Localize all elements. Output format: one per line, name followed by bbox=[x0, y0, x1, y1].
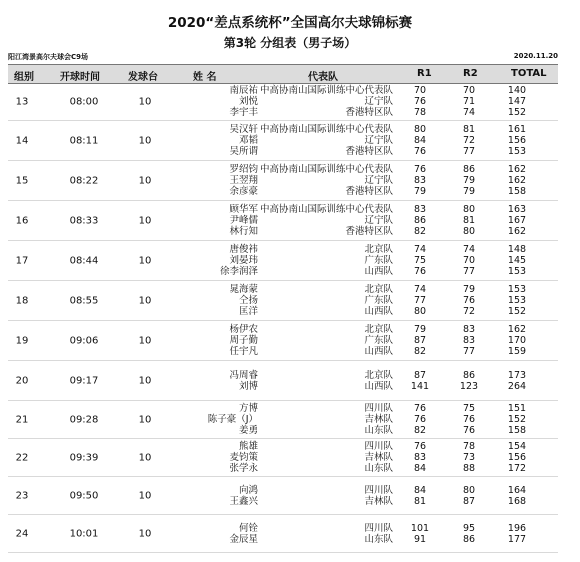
player-r1: 82 bbox=[413, 226, 427, 237]
tee-time: 08:22 bbox=[69, 175, 99, 186]
player-r2: 95 bbox=[462, 523, 476, 534]
player-r1: 87 bbox=[413, 370, 427, 381]
player-row bbox=[8, 414, 558, 425]
player-r2: 83 bbox=[462, 324, 476, 335]
player-r2: 71 bbox=[462, 96, 476, 107]
player-r2: 86 bbox=[462, 534, 476, 545]
tee-number: 10 bbox=[138, 295, 152, 306]
player-r1: 83 bbox=[413, 204, 427, 215]
player-r1: 80 bbox=[413, 124, 427, 135]
player-row bbox=[8, 244, 558, 255]
group-number: 14 bbox=[15, 135, 29, 146]
player-r1: 84 bbox=[413, 463, 427, 474]
group-block bbox=[8, 201, 558, 241]
venue-label: 阳江湾景高尔夫球会C9场 bbox=[8, 53, 89, 61]
player-row bbox=[8, 175, 558, 186]
player-r1: 84 bbox=[413, 485, 427, 496]
group-number: 22 bbox=[15, 452, 29, 463]
header-tee-time: 开球时间 bbox=[60, 72, 100, 83]
player-r1: 70 bbox=[413, 85, 427, 96]
group-block bbox=[8, 515, 558, 553]
tee-number: 10 bbox=[138, 375, 152, 386]
player-row bbox=[8, 441, 558, 452]
player-r1: 79 bbox=[413, 324, 427, 335]
player-team: 中高协南山国际训练中心代表队 bbox=[259, 124, 393, 135]
player-r2: 76 bbox=[462, 414, 476, 425]
player-r2: 72 bbox=[462, 135, 476, 146]
player-r1: 82 bbox=[413, 425, 427, 436]
group-number: 23 bbox=[15, 490, 29, 501]
player-total: 168 bbox=[507, 496, 527, 507]
player-r1: 76 bbox=[413, 164, 427, 175]
player-r1: 75 bbox=[413, 255, 427, 266]
player-name: 邓韬 bbox=[238, 135, 258, 146]
player-r2: 77 bbox=[462, 346, 476, 357]
player-name: 金辰星 bbox=[229, 534, 258, 545]
player-total: 151 bbox=[507, 403, 527, 414]
player-name: 唐俊祎 bbox=[229, 244, 258, 255]
player-row bbox=[8, 381, 558, 392]
tee-number: 10 bbox=[138, 135, 152, 146]
player-team: 香港特区队 bbox=[345, 107, 393, 118]
player-total: 167 bbox=[507, 215, 527, 226]
player-list bbox=[8, 85, 558, 118]
player-r1: 91 bbox=[413, 534, 427, 545]
player-team: 山西队 bbox=[364, 381, 393, 392]
player-total: 152 bbox=[507, 414, 527, 425]
player-name: 方博 bbox=[238, 403, 258, 414]
player-team: 辽宁队 bbox=[364, 175, 393, 186]
player-row bbox=[8, 284, 558, 295]
player-name: 王鑫兴 bbox=[229, 496, 258, 507]
player-team: 北京队 bbox=[364, 284, 393, 295]
tee-number: 10 bbox=[138, 175, 152, 186]
player-name: 陈子豪（J） bbox=[207, 414, 258, 425]
tee-time: 09:06 bbox=[69, 335, 99, 346]
player-name: 仝扬 bbox=[238, 295, 258, 306]
player-list bbox=[8, 284, 558, 317]
player-r1: 87 bbox=[413, 335, 427, 346]
player-total: 162 bbox=[507, 226, 527, 237]
tee-number: 10 bbox=[138, 452, 152, 463]
player-r2: 70 bbox=[462, 85, 476, 96]
tee-time: 08:55 bbox=[69, 295, 99, 306]
player-r1: 74 bbox=[413, 284, 427, 295]
player-team: 中高协南山国际训练中心代表队 bbox=[259, 204, 393, 215]
player-name: 向鸿 bbox=[238, 485, 258, 496]
player-r2: 78 bbox=[462, 441, 476, 452]
player-team: 辽宁队 bbox=[364, 215, 393, 226]
header-total: TOTAL bbox=[511, 68, 547, 79]
player-list bbox=[8, 403, 558, 436]
player-total: 172 bbox=[507, 463, 527, 474]
player-team: 山西队 bbox=[364, 346, 393, 357]
player-total: 153 bbox=[507, 266, 527, 277]
player-r2: 86 bbox=[462, 370, 476, 381]
player-total: 145 bbox=[507, 255, 527, 266]
player-row bbox=[8, 306, 558, 317]
player-list bbox=[8, 164, 558, 197]
player-total: 148 bbox=[507, 244, 527, 255]
player-total: 158 bbox=[507, 186, 527, 197]
player-team: 四川队 bbox=[364, 485, 393, 496]
player-team: 中高协南山国际训练中心代表队 bbox=[259, 164, 393, 175]
player-r2: 87 bbox=[462, 496, 476, 507]
player-name: 张学永 bbox=[229, 463, 258, 474]
player-team: 四川队 bbox=[364, 403, 393, 414]
tee-time: 09:39 bbox=[69, 452, 99, 463]
player-r1: 86 bbox=[413, 215, 427, 226]
player-r2: 76 bbox=[462, 295, 476, 306]
tee-time: 08:33 bbox=[69, 215, 99, 226]
player-r2: 88 bbox=[462, 463, 476, 474]
player-list bbox=[8, 441, 558, 474]
player-name: 李宇丰 bbox=[229, 107, 258, 118]
player-r1: 101 bbox=[410, 523, 430, 534]
player-total: 162 bbox=[507, 164, 527, 175]
player-r2: 70 bbox=[462, 255, 476, 266]
player-team: 吉林队 bbox=[364, 496, 393, 507]
group-number: 21 bbox=[15, 414, 29, 425]
player-r2: 79 bbox=[462, 175, 476, 186]
player-row bbox=[8, 124, 558, 135]
tee-time: 10:01 bbox=[69, 528, 99, 539]
player-team: 北京队 bbox=[364, 370, 393, 381]
player-r1: 141 bbox=[410, 381, 430, 392]
player-row bbox=[8, 215, 558, 226]
player-r2: 74 bbox=[462, 244, 476, 255]
group-block bbox=[8, 361, 558, 401]
player-team: 山西队 bbox=[364, 306, 393, 317]
player-total: 153 bbox=[507, 295, 527, 306]
player-r2: 83 bbox=[462, 335, 476, 346]
player-r1: 81 bbox=[413, 496, 427, 507]
player-team: 吉林队 bbox=[364, 452, 393, 463]
player-name: 徐李润泽 bbox=[219, 266, 258, 277]
tee-number: 10 bbox=[138, 335, 152, 346]
player-row bbox=[8, 107, 558, 118]
player-row bbox=[8, 295, 558, 306]
player-name: 尹峰儒 bbox=[229, 215, 258, 226]
player-total: 159 bbox=[507, 346, 527, 357]
player-name: 罗绍钧 bbox=[229, 164, 258, 175]
group-block bbox=[8, 477, 558, 515]
player-r1: 74 bbox=[413, 244, 427, 255]
player-total: 154 bbox=[507, 441, 527, 452]
player-total: 153 bbox=[507, 146, 527, 157]
player-total: 173 bbox=[507, 370, 527, 381]
player-team: 广东队 bbox=[364, 255, 393, 266]
player-team: 香港特区队 bbox=[345, 226, 393, 237]
player-r2: 86 bbox=[462, 164, 476, 175]
player-r1: 83 bbox=[413, 175, 427, 186]
group-number: 16 bbox=[15, 215, 29, 226]
tee-number: 10 bbox=[138, 528, 152, 539]
group-number: 18 bbox=[15, 295, 29, 306]
player-row bbox=[8, 135, 558, 146]
player-row bbox=[8, 403, 558, 414]
player-total: 152 bbox=[507, 107, 527, 118]
player-name: 姜勇 bbox=[238, 425, 258, 436]
player-r2: 81 bbox=[462, 124, 476, 135]
player-list bbox=[8, 124, 558, 157]
player-r1: 76 bbox=[413, 414, 427, 425]
player-r2: 80 bbox=[462, 226, 476, 237]
player-team: 广东队 bbox=[364, 295, 393, 306]
player-r2: 74 bbox=[462, 107, 476, 118]
player-total: 158 bbox=[507, 425, 527, 436]
player-team: 吉林队 bbox=[364, 414, 393, 425]
player-row bbox=[8, 463, 558, 474]
group-block bbox=[8, 161, 558, 201]
player-team: 香港特区队 bbox=[345, 186, 393, 197]
table-header bbox=[8, 64, 558, 84]
player-r2: 81 bbox=[462, 215, 476, 226]
tee-number: 10 bbox=[138, 96, 152, 107]
player-row bbox=[8, 425, 558, 436]
header-r2: R2 bbox=[463, 68, 478, 79]
player-team: 山东队 bbox=[364, 425, 393, 436]
player-r1: 84 bbox=[413, 135, 427, 146]
player-name: 林行知 bbox=[229, 226, 258, 237]
player-name: 吴所谓 bbox=[229, 146, 258, 157]
player-list bbox=[8, 370, 558, 392]
group-number: 19 bbox=[15, 335, 29, 346]
player-name: 顾华军 bbox=[229, 204, 258, 215]
player-row bbox=[8, 266, 558, 277]
player-name: 王翌翔 bbox=[229, 175, 258, 186]
player-r2: 79 bbox=[462, 284, 476, 295]
player-r2: 72 bbox=[462, 306, 476, 317]
player-r1: 76 bbox=[413, 403, 427, 414]
tee-time: 09:17 bbox=[69, 375, 99, 386]
player-list bbox=[8, 204, 558, 237]
group-block bbox=[8, 241, 558, 281]
player-row bbox=[8, 204, 558, 215]
player-r1: 78 bbox=[413, 107, 427, 118]
player-team: 山东队 bbox=[364, 534, 393, 545]
group-number: 20 bbox=[15, 375, 29, 386]
player-r2: 76 bbox=[462, 425, 476, 436]
player-total: 140 bbox=[507, 85, 527, 96]
player-row bbox=[8, 164, 558, 175]
player-total: 152 bbox=[507, 306, 527, 317]
player-r1: 77 bbox=[413, 295, 427, 306]
player-name: 晁海蒙 bbox=[229, 284, 258, 295]
header-group: 组别 bbox=[14, 72, 34, 83]
player-list bbox=[8, 485, 558, 507]
group-number: 24 bbox=[15, 528, 29, 539]
player-r1: 76 bbox=[413, 146, 427, 157]
player-r1: 83 bbox=[413, 452, 427, 463]
header-r1: R1 bbox=[417, 68, 432, 79]
player-row bbox=[8, 370, 558, 381]
player-r1: 76 bbox=[413, 441, 427, 452]
tee-time: 08:44 bbox=[69, 255, 99, 266]
player-team: 四川队 bbox=[364, 441, 393, 452]
player-total: 163 bbox=[507, 204, 527, 215]
player-r2: 73 bbox=[462, 452, 476, 463]
player-name: 熊雄 bbox=[238, 441, 258, 452]
player-list bbox=[8, 244, 558, 277]
player-team: 辽宁队 bbox=[364, 135, 393, 146]
player-r1: 80 bbox=[413, 306, 427, 317]
date-label: 2020.11.20 bbox=[513, 52, 558, 60]
player-row bbox=[8, 534, 558, 545]
player-total: 177 bbox=[507, 534, 527, 545]
player-r2: 79 bbox=[462, 186, 476, 197]
player-total: 264 bbox=[507, 381, 527, 392]
group-number: 15 bbox=[15, 175, 29, 186]
player-r2: 80 bbox=[462, 485, 476, 496]
page-title: 2020“差点系统杯”全国高尔夫球锦标赛 bbox=[167, 15, 413, 31]
player-r1: 76 bbox=[413, 96, 427, 107]
player-row bbox=[8, 523, 558, 534]
tee-time: 08:00 bbox=[69, 96, 99, 107]
player-list bbox=[8, 324, 558, 357]
group-block bbox=[8, 121, 558, 161]
player-name: 冯周睿 bbox=[229, 370, 258, 381]
player-total: 162 bbox=[507, 175, 527, 186]
player-name: 刘悦 bbox=[238, 96, 258, 107]
header-name: 姓 名 bbox=[193, 72, 217, 83]
player-row bbox=[8, 255, 558, 266]
pairings-table bbox=[8, 83, 558, 553]
player-r2: 75 bbox=[462, 403, 476, 414]
player-r2: 77 bbox=[462, 146, 476, 157]
player-name: 刘晏玮 bbox=[229, 255, 258, 266]
player-total: 156 bbox=[507, 135, 527, 146]
player-row bbox=[8, 335, 558, 346]
player-name: 杨伊农 bbox=[229, 324, 258, 335]
player-r2: 80 bbox=[462, 204, 476, 215]
player-total: 164 bbox=[507, 485, 527, 496]
group-block bbox=[8, 401, 558, 439]
player-name: 刘博 bbox=[238, 381, 258, 392]
player-team: 中高协南山国际训练中心代表队 bbox=[259, 85, 393, 96]
player-r1: 76 bbox=[413, 266, 427, 277]
tee-time: 09:50 bbox=[69, 490, 99, 501]
player-row bbox=[8, 324, 558, 335]
group-block bbox=[8, 321, 558, 361]
player-team: 北京队 bbox=[364, 244, 393, 255]
player-name: 匡洋 bbox=[238, 306, 258, 317]
player-r2: 123 bbox=[459, 381, 479, 392]
player-total: 196 bbox=[507, 523, 527, 534]
tee-number: 10 bbox=[138, 414, 152, 425]
player-r1: 82 bbox=[413, 346, 427, 357]
player-team: 北京队 bbox=[364, 324, 393, 335]
player-row bbox=[8, 496, 558, 507]
player-row bbox=[8, 186, 558, 197]
player-total: 156 bbox=[507, 452, 527, 463]
header-team: 代表队 bbox=[308, 72, 338, 83]
player-r1: 79 bbox=[413, 186, 427, 197]
player-team: 香港特区队 bbox=[345, 146, 393, 157]
group-block bbox=[8, 439, 558, 477]
tee-number: 10 bbox=[138, 255, 152, 266]
tee-time: 08:11 bbox=[69, 135, 99, 146]
player-team: 四川队 bbox=[364, 523, 393, 534]
player-row bbox=[8, 226, 558, 237]
player-name: 周子勤 bbox=[229, 335, 258, 346]
player-name: 余彦豪 bbox=[229, 186, 258, 197]
player-row bbox=[8, 85, 558, 96]
player-name: 何铨 bbox=[238, 523, 258, 534]
player-total: 162 bbox=[507, 324, 527, 335]
player-team: 广东队 bbox=[364, 335, 393, 346]
tee-time: 09:28 bbox=[69, 414, 99, 425]
tee-number: 10 bbox=[138, 490, 152, 501]
header-tee: 发球台 bbox=[128, 72, 158, 83]
player-name: 南辰祐 bbox=[229, 85, 258, 96]
group-block bbox=[8, 281, 558, 321]
player-row bbox=[8, 452, 558, 463]
player-row bbox=[8, 96, 558, 107]
tee-number: 10 bbox=[138, 215, 152, 226]
page-subtitle: 第3轮 分组表（男子场） bbox=[223, 36, 357, 50]
player-name: 吴汉轩 bbox=[229, 124, 258, 135]
player-total: 161 bbox=[507, 124, 527, 135]
player-total: 170 bbox=[507, 335, 527, 346]
player-name: 麦钧策 bbox=[229, 452, 258, 463]
player-row bbox=[8, 346, 558, 357]
player-r2: 77 bbox=[462, 266, 476, 277]
player-team: 辽宁队 bbox=[364, 96, 393, 107]
player-row bbox=[8, 146, 558, 157]
player-list bbox=[8, 523, 558, 545]
player-name: 任宇凡 bbox=[229, 346, 258, 357]
player-row bbox=[8, 485, 558, 496]
player-team: 山东队 bbox=[364, 463, 393, 474]
group-number: 17 bbox=[15, 255, 29, 266]
group-block bbox=[8, 83, 558, 121]
player-team: 山西队 bbox=[364, 266, 393, 277]
group-number: 13 bbox=[15, 96, 29, 107]
player-total: 147 bbox=[507, 96, 527, 107]
player-total: 153 bbox=[507, 284, 527, 295]
